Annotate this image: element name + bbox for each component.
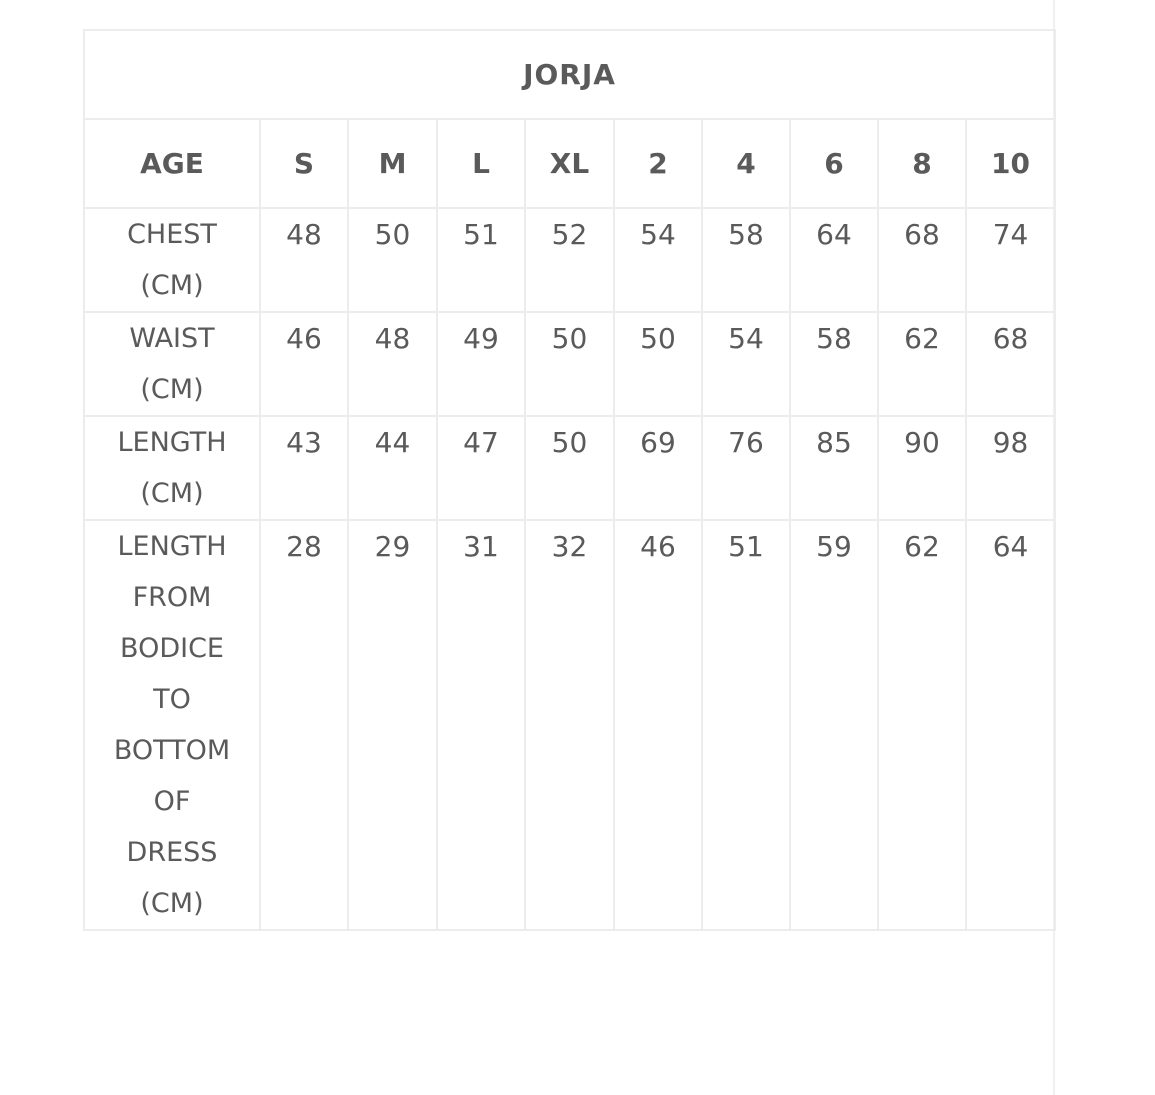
row-label-line: DRESS <box>126 837 218 868</box>
table-cell: 64 <box>966 520 1055 930</box>
size-chart-table <box>83 29 1056 931</box>
table-cell: 58 <box>790 312 878 416</box>
table-cell: 52 <box>525 208 614 312</box>
table-cell: 32 <box>525 520 614 930</box>
table-cell: 74 <box>966 208 1055 312</box>
header-age-8: 8 <box>878 119 966 208</box>
header-age: AGE <box>84 119 260 208</box>
table-cell: 98 <box>966 416 1055 520</box>
table-cell: 51 <box>437 208 525 312</box>
header-age-10: 10 <box>966 119 1055 208</box>
row-label-line: (CM) <box>140 888 204 919</box>
row-label-line: TO <box>153 684 191 715</box>
table-row-length <box>84 416 1055 520</box>
table-title: JORJA <box>84 30 1055 119</box>
row-label-line: OF <box>153 786 191 817</box>
header-size-s: S <box>260 119 348 208</box>
title-row <box>84 30 1055 119</box>
table-cell: 48 <box>348 312 437 416</box>
table-cell: 48 <box>260 208 348 312</box>
header-row <box>84 119 1055 208</box>
table-cell: 62 <box>878 312 966 416</box>
table-cell: 54 <box>702 312 790 416</box>
header-age-6: 6 <box>790 119 878 208</box>
header-age-4: 4 <box>702 119 790 208</box>
table-cell: 46 <box>260 312 348 416</box>
table-cell: 47 <box>437 416 525 520</box>
row-label-line: BODICE <box>120 633 224 664</box>
row-label-line: FROM <box>132 582 212 613</box>
row-label-line: WAIST <box>129 323 215 354</box>
table-cell: 64 <box>790 208 878 312</box>
row-label-line: BOTTOM <box>113 735 231 766</box>
table-cell: 28 <box>260 520 348 930</box>
table-cell: 49 <box>437 312 525 416</box>
row-label-line: (CM) <box>140 270 204 301</box>
table-cell: 29 <box>348 520 437 930</box>
header-size-m: M <box>348 119 437 208</box>
table-cell: 44 <box>348 416 437 520</box>
table-row-chest <box>84 208 1055 312</box>
row-label-length <box>84 416 260 520</box>
table-cell: 50 <box>525 416 614 520</box>
table-cell: 50 <box>525 312 614 416</box>
header-size-xl: XL <box>525 119 614 208</box>
row-label-line: (CM) <box>140 478 204 509</box>
table-cell: 51 <box>702 520 790 930</box>
table-cell: 58 <box>702 208 790 312</box>
row-label-line: LENGTH <box>117 531 227 562</box>
header-size-l: L <box>437 119 525 208</box>
table-cell: 59 <box>790 520 878 930</box>
header-age-2: 2 <box>614 119 702 208</box>
table-cell: 46 <box>614 520 702 930</box>
row-label-bodice-length <box>84 520 260 930</box>
table-cell: 85 <box>790 416 878 520</box>
table-cell: 62 <box>878 520 966 930</box>
table-cell: 68 <box>878 208 966 312</box>
row-label-line: LENGTH <box>117 427 227 458</box>
table-row-bodice-length <box>84 520 1055 930</box>
table-cell: 43 <box>260 416 348 520</box>
table-cell: 50 <box>348 208 437 312</box>
table-cell: 50 <box>614 312 702 416</box>
table-cell: 31 <box>437 520 525 930</box>
table-cell: 54 <box>614 208 702 312</box>
table-cell: 90 <box>878 416 966 520</box>
table-cell: 68 <box>966 312 1055 416</box>
row-label-line: CHEST <box>127 219 217 250</box>
table-cell: 69 <box>614 416 702 520</box>
table-row-waist <box>84 312 1055 416</box>
row-label-waist <box>84 312 260 416</box>
row-label-chest <box>84 208 260 312</box>
table-cell: 76 <box>702 416 790 520</box>
row-label-line: (CM) <box>140 374 204 405</box>
